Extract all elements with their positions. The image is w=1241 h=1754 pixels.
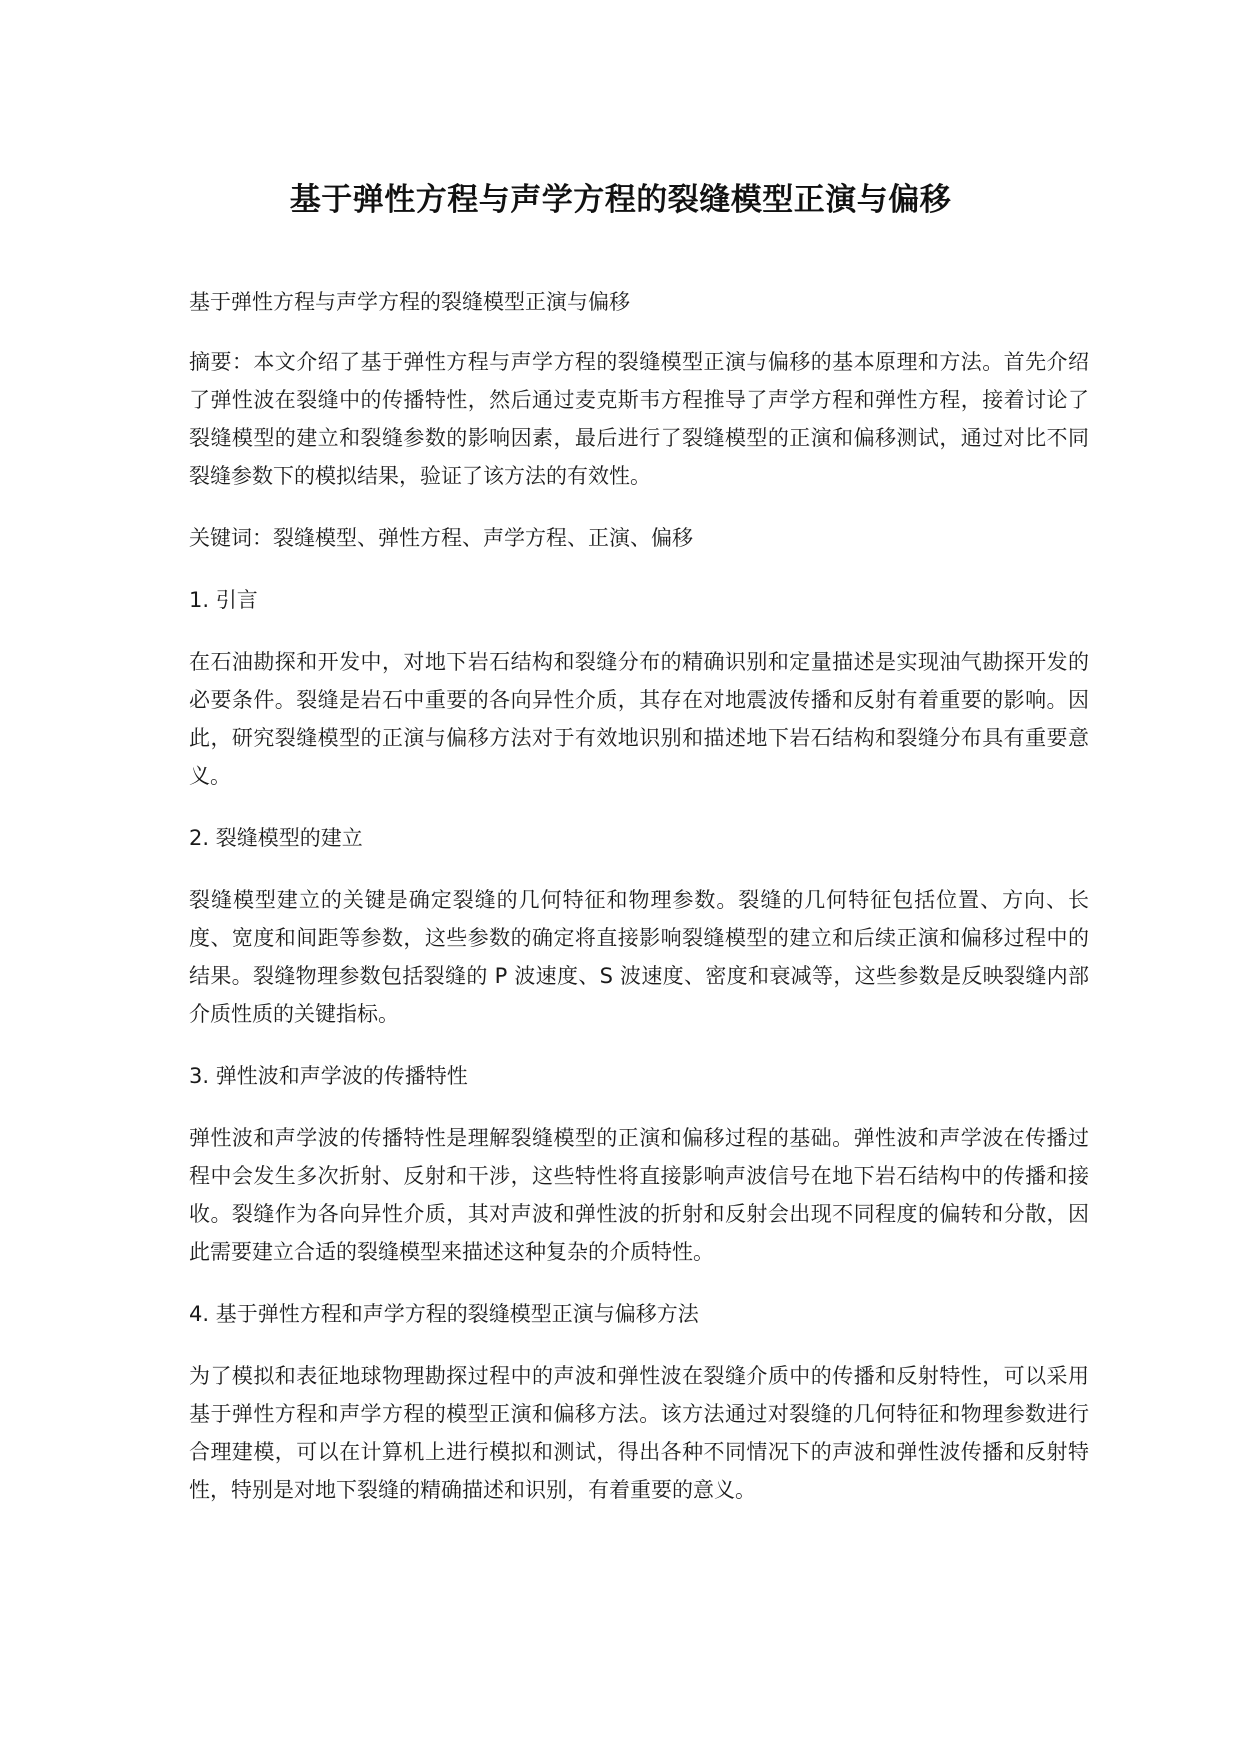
keywords-line: 关键词：裂缝模型、弹性方程、声学方程、正演、偏移 (189, 526, 693, 550)
document-body (189, 283, 1089, 1533)
section-heading-introduction: 1. 引言 (189, 588, 258, 612)
section-body-wave-propagation: 弹性波和声学波的传播特性是理解裂缝模型的正演和偏移过程的基础。弹性波和声学波在传播过程中会发生多次折射、反射和干涉，这些特性将直接影响声波信号在地下岩石结构中的传播和接收。裂缝作为各向异性介质，其对声波和弹性波的折射和反射会出现不同程度的偏转和分散，因此需要建立合适的裂缝模型来描述这种复杂的介质特性。 (189, 1126, 1089, 1264)
section-body-method: 为了模拟和表征地球物理勘探过程中的声波和弹性波在裂缝介质中的传播和反射特性，可以采用基于弹性方程和声学方程的模型正演和偏移方法。该方法通过对裂缝的几何特征和物理参数进行合理建模，可以在计算机上进行模拟和测试，得出各种不同情况下的声波和弹性波传播和反射特性，特别是对地下裂缝的精确描述和识别，有着重要的意义。 (189, 1364, 1089, 1502)
abstract-paragraph: 摘要：本文介绍了基于弹性方程与声学方程的裂缝模型正演与偏移的基本原理和方法。首先介绍了弹性波在裂缝中的传播特性，然后通过麦克斯韦方程推导了声学方程和弹性方程，接着讨论了裂缝模型的建立和裂缝参数的影响因素，最后进行了裂缝模型的正演和偏移测试，通过对比不同裂缝参数下的模拟结果，验证了该方法的有效性。 (189, 350, 1089, 488)
section-heading-model-building: 2. 裂缝模型的建立 (189, 826, 363, 850)
document-subtitle: 基于弹性方程与声学方程的裂缝模型正演与偏移 (189, 290, 630, 314)
document-title: 基于弹性方程与声学方程的裂缝模型正演与偏移 (289, 182, 952, 218)
section-heading-wave-propagation: 3. 弹性波和声学波的传播特性 (189, 1064, 468, 1088)
section-heading-method: 4. 基于弹性方程和声学方程的裂缝模型正演与偏移方法 (189, 1302, 699, 1326)
section-body-introduction: 在石油勘探和开发中，对地下岩石结构和裂缝分布的精确识别和定量描述是实现油气勘探开发的必要条件。裂缝是岩石中重要的各向异性介质，其存在对地震波传播和反射有着重要的影响。因此，研究裂缝模型的正演与偏移方法对于有效地识别和描述地下岩石结构和裂缝分布具有重要意义。 (189, 650, 1089, 788)
section-body-model-building: 裂缝模型建立的关键是确定裂缝的几何特征和物理参数。裂缝的几何特征包括位置、方向、长度、宽度和间距等参数，这些参数的确定将直接影响裂缝模型的建立和后续正演和偏移过程中的结果。裂缝物理参数包括裂缝的 P 波速度、S 波速度、密度和衰减等，这些参数是反映裂缝内部介质性质的关键指标。 (189, 888, 1089, 1026)
